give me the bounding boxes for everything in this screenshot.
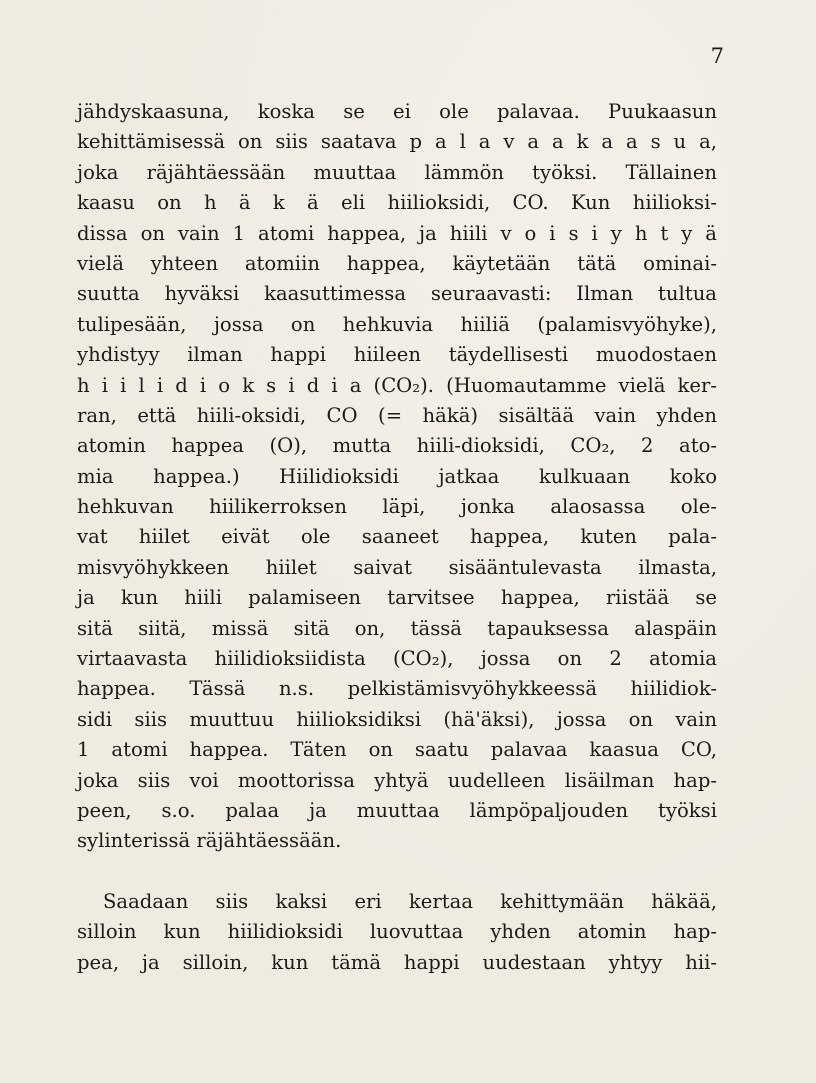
text-line: h i i l i d i o k s i d i a (CO₂). (Huomautamme vielä ker-: [77, 373, 717, 397]
text-line: pea, ja silloin, kun tämä happi uudestaan yhtyy hii-: [77, 950, 717, 974]
text-line: misvyöhykkeen hiilet saivat sisääntulevasta ilmasta,: [77, 555, 717, 579]
text-line: vielä yhteen atomiin happea, käytetään tätä ominai-: [77, 251, 717, 275]
text-line: ran, että hiili-oksidi, CO (= häkä) sisältää vain yhden: [77, 403, 717, 427]
paragraph-2: [77, 887, 717, 978]
text-line: happea. Tässä n.s. pelkistämisvyöhykkeessä hiilidiok-: [77, 677, 717, 701]
text-line: hehkuvan hiilikerroksen läpi, jonka alaosassa ole-: [77, 495, 717, 519]
text-line: yhdistyy ilman happi hiileen täydellisesti muodostaen: [77, 343, 717, 367]
text-line: suutta hyväksi kaasuttimessa seuraavasti: Ilman tultua: [77, 282, 717, 306]
text-line: virtaavasta hiilidioksiidista (CO₂), jossa on 2 atomia: [77, 647, 717, 671]
text-line: peen, s.o. palaa ja muuttaa lämpöpaljouden työksi: [77, 798, 717, 822]
text-line: jähdyskaasuna, koska se ei ole palavaa. Puukaasun: [77, 100, 717, 123]
text-line: sitä siitä, missä sitä on, tässä tapauksessa alaspäin: [77, 616, 717, 640]
text-line: tulipesään, jossa on hehkuvia hiiliä (palamisvyöhyke),: [77, 312, 717, 336]
text-line: kehittämisessä on siis saatava p a l a v a a k a a s u a,: [77, 130, 717, 154]
body-text: [77, 97, 717, 978]
text-line: atomin happea (O), mutta hiili-dioksidi, CO₂, 2 ato-: [77, 434, 717, 458]
paragraph-1: [77, 97, 717, 857]
text-line: joka räjähtäessään muuttaa lämmön työksi. Tällainen: [77, 160, 717, 184]
text-line: ja kun hiili palamiseen tarvitsee happea, riistää se: [77, 586, 717, 610]
page-number: 7: [710, 44, 724, 68]
text-line: 1 atomi happea. Täten on saatu palavaa kaasua CO,: [77, 738, 717, 762]
text-line: Saadaan siis kaksi eri kertaa kehittymään häkää,: [103, 889, 717, 913]
text-line: joka siis voi moottorissa yhtyä uudelleen lisäilman hap-: [77, 768, 717, 792]
text-line: dissa on vain 1 atomi happea, ja hiili v o i s i y h t y ä: [77, 221, 717, 245]
text-line: sidi siis muuttuu hiilioksidiksi (hä'äksi), jossa on vain: [77, 707, 717, 731]
text-line: mia happea.) Hiilidioksidi jatkaa kulkuaan koko: [77, 464, 717, 488]
text-line: kaasu on h ä k ä eli hiilioksidi, CO. Kun hiilioksi-: [77, 191, 717, 215]
text-line: silloin kun hiilidioksidi luovuttaa yhden atomin hap-: [77, 920, 717, 944]
text-line: vat hiilet eivät ole saaneet happea, kuten pala-: [77, 525, 717, 549]
text-line: sylinterissä räjähtäessään.: [77, 829, 342, 853]
